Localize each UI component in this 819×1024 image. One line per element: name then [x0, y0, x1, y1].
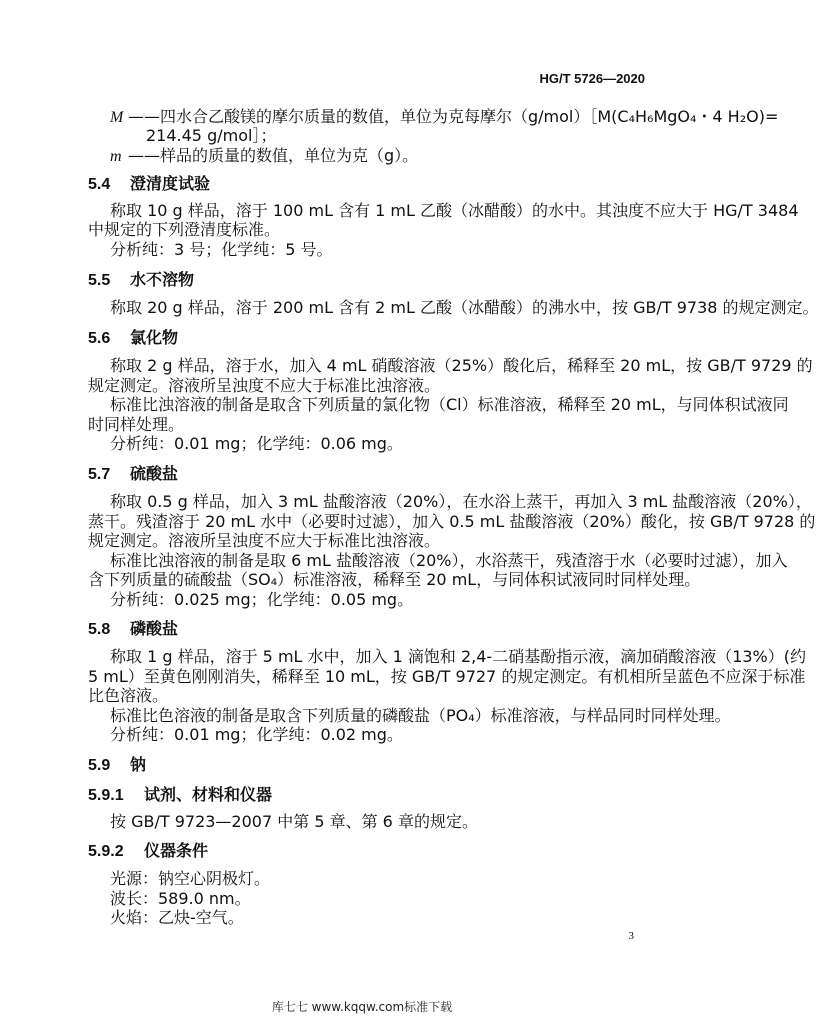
section-5-9-2-heading: [88, 838, 208, 861]
section-5-6-heading: [88, 325, 178, 348]
definition-M-text: ——四水合乙酸镁的摩尔质量的数值，单位为克每摩尔（g/mol）［M(C₄H₆MgO₄・4 H₂O)=: [128, 107, 779, 126]
paragraph: 蒸干。残渣溶于 20 mL 水中（必要时过滤），加入 0.5 mL 盐酸溶液（20%）酸化，按 GB/T 9728 的: [88, 512, 816, 531]
section-5-9-heading: [88, 752, 146, 775]
paragraph: 含下列质量的硫酸盐（SO₄）标准溶液，稀释至 20 mL，与同体积试液同时同样处理。: [88, 570, 701, 589]
section-title: 仪器条件: [144, 841, 209, 860]
page-number: 3: [628, 930, 634, 942]
section-title: 氯化物: [130, 328, 179, 347]
paragraph: 5 mL）至黄色刚刚消失，稀释至 10 mL，按 GB/T 9727 的规定测定。有机相所呈蓝色不应深于标准: [88, 667, 806, 686]
paragraph: 分析纯：0.01 mg；化学纯：0.02 mg。: [110, 725, 403, 744]
section-5-5-heading: [88, 267, 194, 290]
paragraph: 分析纯：0.01 mg；化学纯：0.06 mg。: [110, 434, 403, 453]
paragraph: 称取 1 g 样品，溶于 5 mL 水中，加入 1 滴饱和 2,4-二硝基酚指示液，滴加硝酸溶液（13%）(约: [110, 647, 806, 666]
definition-M-continued: 214.45 g/mol］；: [146, 126, 277, 145]
paragraph: 时同样处理。: [88, 415, 185, 434]
section-number: 5.8: [88, 621, 111, 638]
section-5-7-heading: [88, 461, 178, 484]
paragraph: 称取 10 g 样品，溶于 100 mL 含有 1 mL 乙酸（冰醋酸）的水中。其浊度不应大于 HG/T 3484: [110, 201, 799, 220]
section-title: 澄清度试验: [130, 174, 211, 193]
paragraph: 称取 20 g 样品，溶于 200 mL 含有 2 mL 乙酸（冰醋酸）的沸水中，按 GB/T 9738 的规定测定。: [110, 298, 819, 317]
section-number: 5.4: [88, 176, 111, 193]
paragraph: 分析纯：0.025 mg；化学纯：0.05 mg。: [110, 590, 414, 609]
symbol-M: M: [110, 109, 124, 126]
standard-code-header: HG/T 5726—2020: [539, 71, 645, 86]
paragraph: 称取 2 g 样品，溶于水，加入 4 mL 硝酸溶液（25%）酸化后，稀释至 20 mL，按 GB/T 9729 的: [110, 356, 813, 375]
section-5-4-heading: [88, 171, 210, 194]
paragraph: 规定测定。溶液所呈浊度不应大于标准比浊溶液。: [88, 376, 441, 395]
section-number: 5.6: [88, 330, 111, 347]
paragraph: 标准比浊溶液的制备是取 6 mL 盐酸溶液（20%），水浴蒸干，残渣溶于水（必要时过滤），加入: [110, 551, 788, 570]
section-number: 5.9.1: [88, 787, 124, 804]
definition-m-text: ——样品的质量的数值，单位为克（g）。: [128, 146, 419, 165]
paragraph: 按 GB/T 9723—2007 中第 5 章、第 6 章的规定。: [110, 812, 478, 831]
paragraph: 规定测定。溶液所呈浊度不应大于标准比浊溶液。: [88, 531, 441, 550]
section-5-8-heading: [88, 616, 178, 639]
section-title: 钠: [130, 755, 147, 774]
section-number: 5.9: [88, 757, 111, 774]
paragraph: 标准比浊溶液的制备是取含下列质量的氯化物（Cl）标准溶液，稀释至 20 mL，与同体积试液同: [110, 395, 789, 414]
symbol-m: m: [110, 148, 122, 165]
paragraph: 中规定的下列澄清度标准。: [88, 220, 281, 239]
paragraph: 称取 0.5 g 样品，加入 3 mL 盐酸溶液（20%），在水浴上蒸干，再加入 3 mL 盐酸溶液（20%），: [110, 492, 812, 511]
paragraph: 标准比色溶液的制备是取含下列质量的磷酸盐（PO₄）标准溶液，与样品同时同样处理。: [110, 706, 731, 725]
paragraph: 分析纯：3 号；化学纯：5 号。: [110, 240, 333, 259]
section-number: 5.5: [88, 272, 111, 289]
section-title: 水不溶物: [130, 270, 195, 289]
paragraph: 火焰：乙炔-空气。: [110, 908, 244, 927]
paragraph: 光源：钠空心阴极灯。: [110, 869, 271, 888]
section-number: 5.9.2: [88, 843, 124, 860]
site-footer-watermark: 库七七 www.kqqw.com标准下载: [271, 1000, 453, 1014]
section-title: 磷酸盐: [130, 619, 179, 638]
section-number: 5.7: [88, 466, 111, 483]
section-title: 试剂、材料和仪器: [144, 785, 273, 804]
paragraph: 比色溶液。: [88, 686, 169, 705]
section-title: 硫酸盐: [130, 464, 179, 483]
paragraph: 波长：589.0 nm。: [110, 889, 251, 908]
section-5-9-1-heading: [88, 782, 272, 805]
